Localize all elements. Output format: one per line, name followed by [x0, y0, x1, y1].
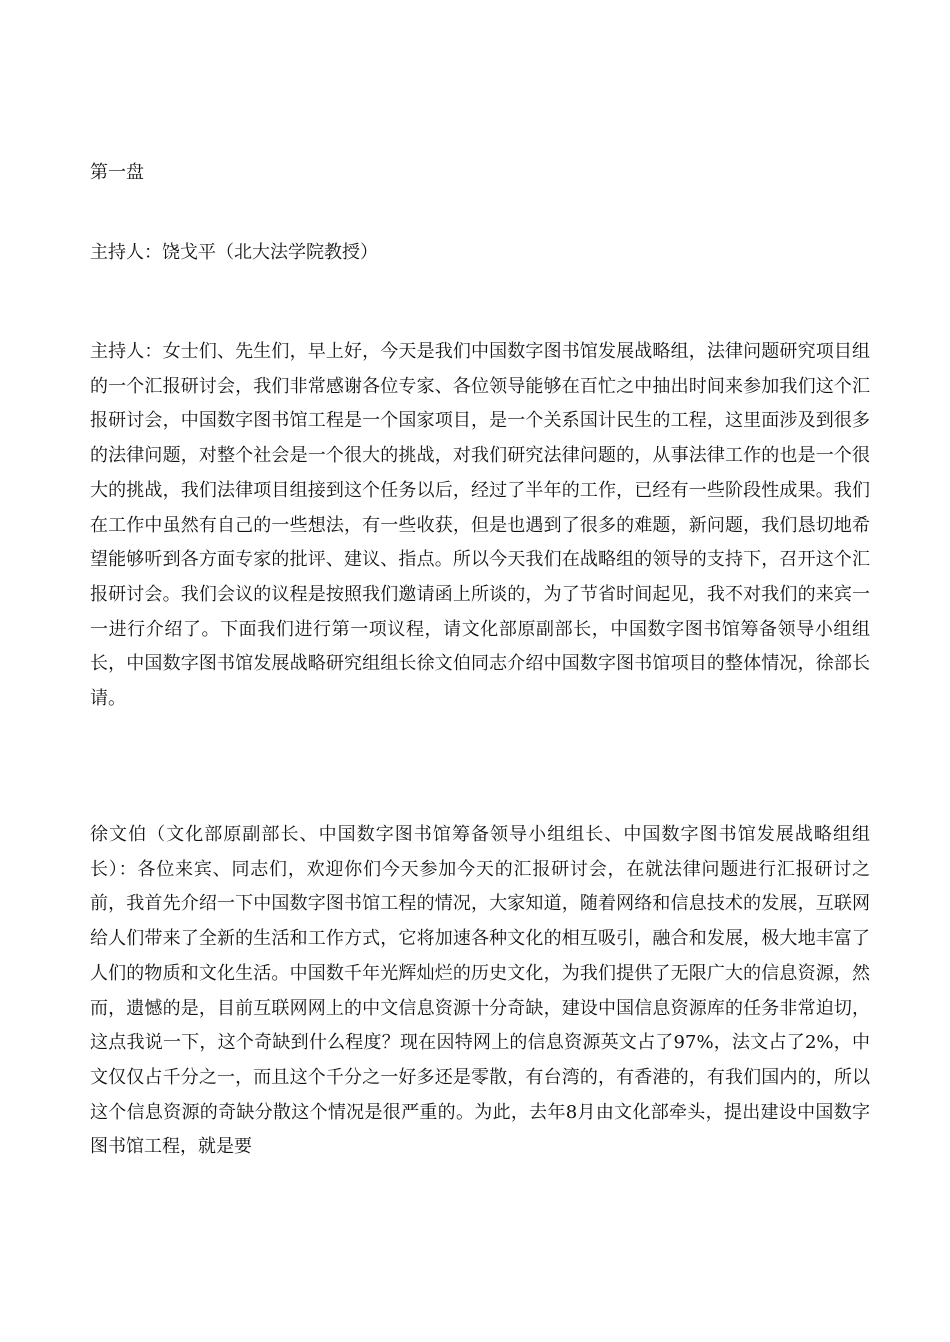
- section-title: 第一盘: [90, 162, 144, 183]
- paragraph-xu-wenbo: 徐文伯（文化部原副部长、中国数字图书馆筹备领导小组组长、中国数字图书馆发展战略组组长）：各位来宾、同志们，欢迎你们今天参加今天的汇报研讨会，在就法律问题进行汇报研讨之前，我首先介绍一下中国数字图书馆工程的情况，大家知道，随着网络和信息技术的发展，互联网给人们带来了全新的生活和工作方式，它将加速各种文化的相互吸引，融合和发展，极大地丰富了人们的物质和文化生活。中国数千年光辉灿烂的历史文化，为我们提供了无限广大的信息资源，然而，遗憾的是，目前互联网网上的中文信息资源十分奇缺，建设中国信息资源库的任务非常迫切，这点我说一下，这个奇缺到什么程度？现在因特网上的信息资源英文占了97%，法文占了2%，中文仅仅占千分之一，而且这个千分之一好多还是零散，有台湾的，有香港的，有我们国内的，所以这个信息资源的奇缺分散这个情况是很严重的。为此，去年8月由文化部牵头，提出建设中国数字图书馆工程，就是要: [90, 824, 870, 1158]
- host-line: 主持人：饶戈平（北大法学院教授）: [90, 242, 378, 263]
- paragraph-host-opening: 主持人：女士们、先生们，早上好，今天是我们中国数字图书馆发展战略组，法律问题研究项目组的一个汇报研讨会，我们非常感谢各位专家、各位领导能够在百忙之中抽出时间来参加我们这个汇报研讨会，中国数字图书馆工程是一个国家项目，是一个关系国计民生的工程，这里面涉及到很多的法律问题，对整个社会是一个很大的挑战，对我们研究法律问题的，从事法律工作的也是一个很大的挑战，我们法律项目组接到这个任务以后，经过了半年的工作，已经有一些阶段性成果。我们在工作中虽然有自己的一些想法，有一些收获，但是也遇到了很多的难题，新问题，我们恳切地希望能够听到各方面专家的批评、建议、指点。所以今天我们在战略组的领导的支持下，召开这个汇报研讨会。我们会议的议程是按照我们邀请函上所谈的，为了节省时间起见，我不对我们的来宾一一进行介绍了。下面我们进行第一项议程，请文化部原副部长，中国数字图书馆筹备领导小组组长，中国数字图书馆发展战略研究组组长徐文伯同志介绍中国数字图书馆项目的整体情况，徐部长请。: [90, 341, 870, 710]
